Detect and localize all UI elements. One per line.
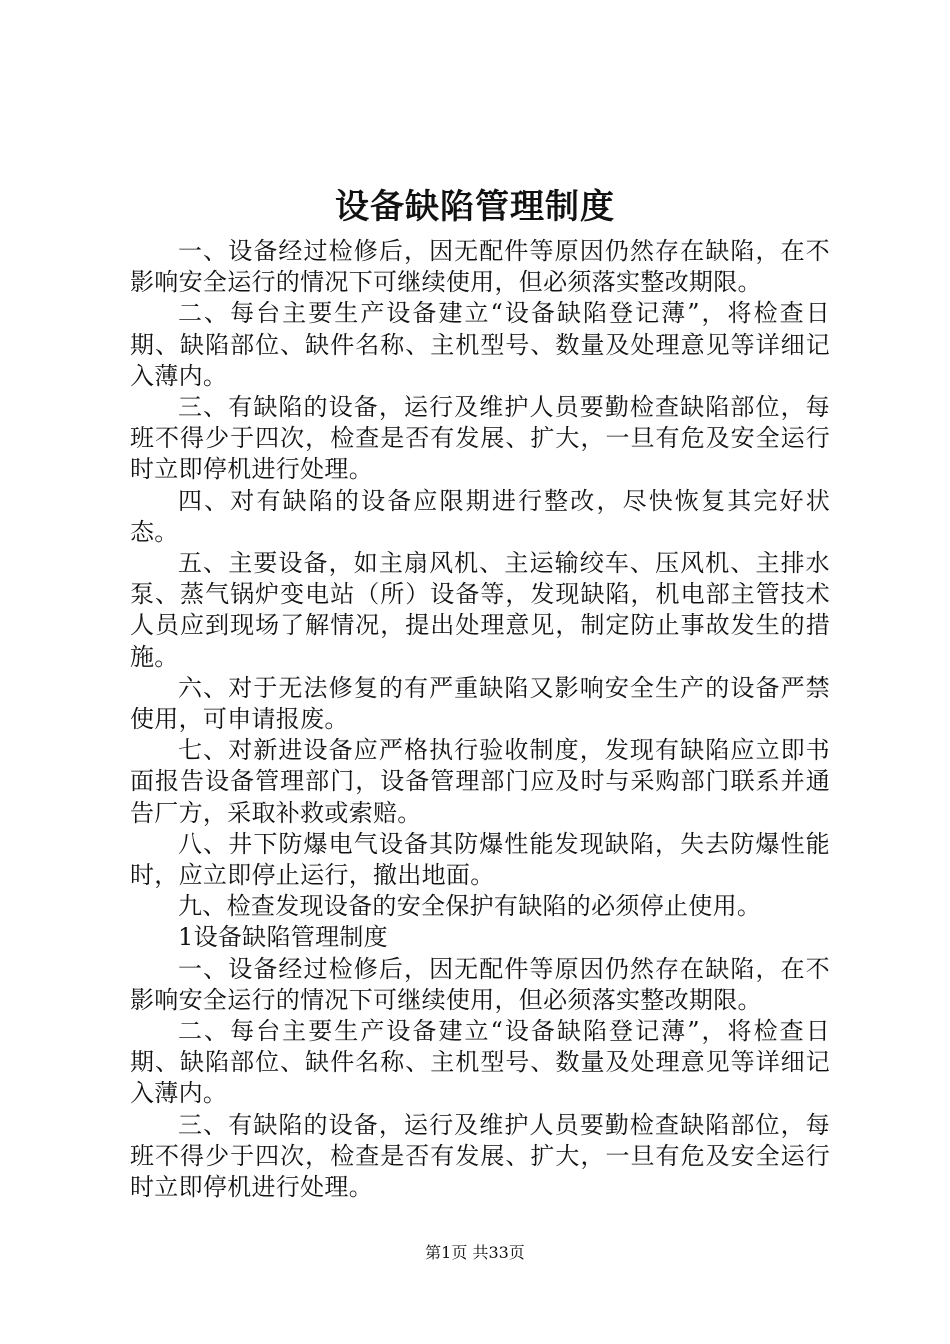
paragraph-10: 一、设备经过检修后，因无配件等原因仍然存在缺陷，在不影响安全运行的情况下可继续使用，但必须落实整改期限。 (130, 954, 830, 1014)
paragraph-2: 二、每台主要生产设备建立“设备缺陷登记薄”，将检查日期、缺陷部位、缺件名称、主机型号、数量及处理意见等详细记入薄内。 (130, 299, 830, 390)
paragraph-6: 六、对于无法修复的有严重缺陷又影响安全生产的设备严禁使用，可申请报废。 (130, 673, 830, 734)
document-body (130, 236, 830, 1203)
document-title: 设备缺陷管理制度 (335, 187, 615, 227)
paragraph-7: 七、对新进设备应严格执行验收制度，发现有缺陷应立即书面报告设备管理部门，设备管理部门应及时与采购部门联系并通告厂方，采取补救或索赔。 (130, 736, 830, 827)
paragraph-3: 三、有缺陷的设备，运行及维护人员要勤检查缺陷部位，每班不得少于四次，检查是否有发展、扩大，一旦有危及安全运行时立即停机进行处理。 (130, 393, 830, 484)
paragraph-8: 八、井下防爆电气设备其防爆性能发现缺陷，失去防爆性能时，应立即停止运行，撤出地面。 (130, 829, 830, 890)
paragraph-11: 二、每台主要生产设备建立“设备缺陷登记薄”，将检查日期、缺陷部位、缺件名称、主机型号、数量及处理意见等详细记入薄内。 (130, 1017, 830, 1108)
paragraph-5: 五、主要设备，如主扇风机、主运输绞车、压风机、主排水泵、蒸气锅炉变电站（所）设备等，发现缺陷，机电部主管技术人员应到现场了解情况，提出处理意见，制定防止事故发生的措施。 (130, 549, 830, 671)
page-footer: 第1页 共33页 (425, 1243, 525, 1262)
paragraph-1: 一、设备经过检修后，因无配件等原因仍然存在缺陷，在不影响安全运行的情况下可继续使用，但必须落实整改期限。 (130, 237, 830, 297)
section-heading: 1设备缺陷管理制度 (178, 923, 388, 952)
paragraph-12: 三、有缺陷的设备，运行及维护人员要勤检查缺陷部位，每班不得少于四次，检查是否有发展、扩大，一旦有危及安全运行时立即停机进行处理。 (130, 1110, 830, 1202)
paragraph-4: 四、对有缺陷的设备应限期进行整改，尽快恢复其完好状态。 (130, 486, 830, 546)
paragraph-9: 九、检查发现设备的安全保护有缺陷的必须停止使用。 (178, 892, 762, 921)
